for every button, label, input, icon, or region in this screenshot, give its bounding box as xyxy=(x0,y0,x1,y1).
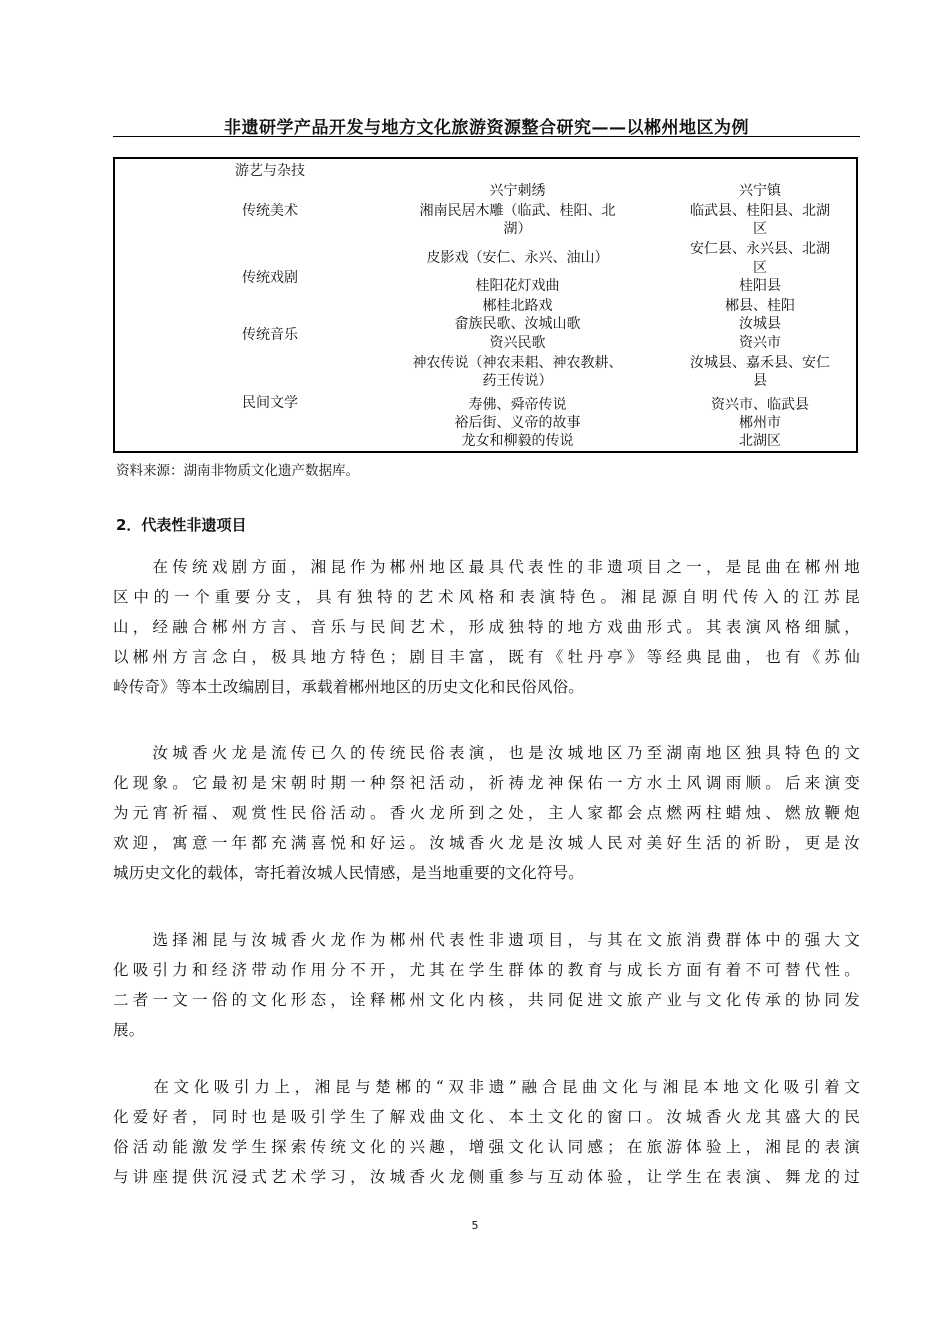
table-region-cell: 桂阳县 xyxy=(739,278,781,294)
table-region-cell: 资兴市 xyxy=(739,335,781,351)
table-item-cell: 龙女和柳毅的传说 xyxy=(461,433,574,449)
table-region-cell: 县 xyxy=(753,373,767,389)
table-item-cell: 药王传说） xyxy=(482,373,553,389)
section-heading: 2．代表性非遗项目 xyxy=(116,516,247,534)
paragraph-line: 山，经融合郴州方言、音乐与民间艺术，形成独特的地方戏曲形式。其表演风格细腻， xyxy=(113,618,860,636)
paragraph-line: 以郴州方言念白，极具地方特色；剧目丰富，既有《牡丹亭》等经典昆曲，也有《苏仙 xyxy=(113,648,860,666)
paragraph-line: 化吸引力和经济带动作用分不开，尤其在学生群体的教育与成长方面有着不可替代性。 xyxy=(113,961,860,979)
paragraph-line: 区中的一个重要分支，具有独特的艺术风格和表演特色。湘昆源自明代传入的江苏昆 xyxy=(113,588,860,606)
table-region-cell: 郴州市 xyxy=(739,415,781,431)
paragraph-line: 展。 xyxy=(113,1021,145,1039)
table-region-cell: 汝城县、嘉禾县、安仁 xyxy=(690,355,830,371)
paragraph-line: 俗活动能激发学生探索传统文化的兴趣，增强文化认同感；在旅游体验上，湘昆的表演 xyxy=(113,1138,860,1156)
table-item-cell: 神农传说（神农耒耜、神农教耕、 xyxy=(412,355,623,371)
paragraph-line: 城历史文化的载体，寄托着汝城人民情感，是当地重要的文化符号。 xyxy=(113,864,585,882)
table-item-cell: 郴桂北路戏 xyxy=(482,298,553,314)
table-item-cell: 桂阳花灯戏曲 xyxy=(475,278,560,294)
paragraph-line: 化爱好者，同时也是吸引学生了解戏曲文化、本土文化的窗口。汝城香火龙其盛大的民 xyxy=(113,1108,860,1126)
table-item-cell: 兴宁刺绣 xyxy=(489,183,546,199)
table-item-cell: 皮影戏（安仁、永兴、油山） xyxy=(426,250,609,266)
paragraph-line: 为元宵祈福、观赏性民俗活动。香火龙所到之处，主人家都会点燃两柱蜡烛、燃放鞭炮 xyxy=(113,804,860,822)
paragraph-line: 岭传奇》等本土改编剧目，承载着郴州地区的历史文化和民俗风俗。 xyxy=(113,678,585,696)
table-item-cell: 裕后街、义帝的故事 xyxy=(454,415,581,431)
table-region-cell: 北湖区 xyxy=(739,433,781,449)
paragraph-line: 汝城香火龙是流传已久的传统民俗表演，也是汝城地区乃至湖南地区独具特色的文 xyxy=(113,744,860,762)
table-item-cell: 湘南民居木雕（临武、桂阳、北 xyxy=(419,203,616,219)
table-region-cell: 郴县、桂阳 xyxy=(725,298,795,314)
table-region-cell: 区 xyxy=(753,221,767,237)
table-region-cell: 安仁县、永兴县、北湖 xyxy=(690,241,830,257)
paragraph-line: 化现象。它最初是宋朝时期一种祭祀活动，祈祷龙神保佑一方水土风调雨顺。后来演变 xyxy=(113,774,860,792)
table-region-cell: 兴宁镇 xyxy=(739,183,781,199)
header-rule xyxy=(113,136,860,137)
table-region-cell: 临武县、桂阳县、北湖 xyxy=(690,203,830,219)
table-category-cell: 民间文学 xyxy=(242,395,298,411)
paragraph-line: 在传统戏剧方面，湘昆作为郴州地区最具代表性的非遗项目之一，是昆曲在郴州地 xyxy=(113,558,860,576)
table-region-cell: 汝城县 xyxy=(739,316,781,332)
table-category-cell: 传统戏剧 xyxy=(242,270,298,286)
table-category-cell: 游艺与杂技 xyxy=(235,163,305,179)
table-region-cell: 区 xyxy=(753,260,767,276)
table-item-cell: 资兴民歌 xyxy=(489,335,546,351)
table-source-note: 资料来源：湖南非物质文化遗产数据库。 xyxy=(116,463,359,479)
page-number: 5 xyxy=(471,1219,479,1232)
table-category-cell: 传统音乐 xyxy=(242,327,298,343)
table-category-cell: 传统美术 xyxy=(242,203,298,219)
table-region-cell: 资兴市、临武县 xyxy=(711,397,809,413)
paragraph-line: 在文化吸引力上，湘昆与楚郴的“双非遗”融合昆曲文化与湘昆本地文化吸引着文 xyxy=(113,1078,860,1096)
paragraph-line: 二者一文一俗的文化形态，诠释郴州文化内核，共同促进文旅产业与文化传承的协同发 xyxy=(113,991,860,1009)
table-item-cell: 畲族民歌、汝城山歌 xyxy=(454,316,581,332)
paragraph-line: 与讲座提供沉浸式艺术学习，汝城香火龙侧重参与互动体验，让学生在表演、舞龙的过 xyxy=(113,1168,860,1186)
table-item-cell: 寿佛、舜帝传说 xyxy=(468,397,567,413)
table-item-cell: 湖） xyxy=(503,221,532,237)
running-header-title: 非遗研学产品开发与地方文化旅游资源整合研究——以郴州地区为例 xyxy=(224,118,749,138)
paragraph-line: 选择湘昆与汝城香火龙作为郴州代表性非遗项目，与其在文旅消费群体中的强大文 xyxy=(113,931,860,949)
paragraph-line: 欢迎，寓意一年都充满喜悦和好运。汝城香火龙是汝城人民对美好生活的祈盼，更是汝 xyxy=(113,834,860,852)
